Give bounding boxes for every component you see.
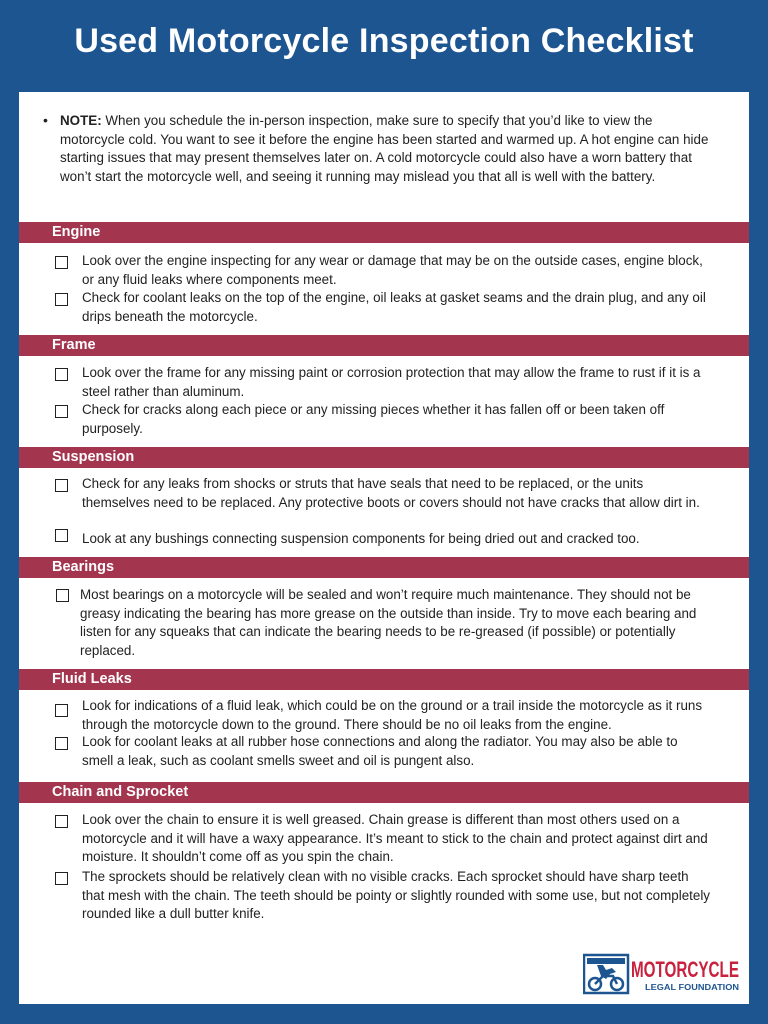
logo-subtitle: LEGAL FOUNDATION: [645, 983, 740, 992]
bullet-icon: •: [43, 112, 48, 128]
checkbox[interactable]: [55, 479, 68, 492]
motorcycle-rider-icon: [583, 952, 743, 996]
checkbox[interactable]: [55, 529, 68, 542]
checklist-item: [55, 733, 710, 770]
checklist-item: [55, 252, 710, 289]
checklist-item: [55, 868, 710, 924]
checklist-item: [55, 364, 710, 401]
motorcycle-legal-foundation-logo[interactable]: [583, 952, 743, 996]
item-text: Look for coolant leaks at all rubber hose connections and along the radiator. You may also be able to smell a leak, such as coolant smells sweet and oil is pungent also.: [82, 734, 678, 768]
note-label: NOTE:: [60, 113, 102, 128]
item-text: The sprockets should be relatively clean with no visible cracks. Each sprocket should have sharp teeth that mesh with the chain. The teeth should be pointy or slightly rounded with some use, but not completely rounded like a dull butter knife.: [82, 869, 710, 922]
checkbox[interactable]: [55, 256, 68, 269]
checklist-item: [55, 586, 710, 660]
section-header-chain-sprocket: Chain and Sprocket: [19, 782, 749, 803]
item-text: Check for cracks along each piece or any missing pieces whether it has fallen off or been taken off purposely.: [82, 402, 665, 436]
section-header-bearings: Bearings: [19, 557, 749, 578]
checklist-sheet: [19, 92, 749, 1004]
checklist-item: [55, 811, 710, 867]
checklist-item: [55, 289, 710, 326]
checkbox[interactable]: [55, 737, 68, 750]
checklist-item: [55, 530, 710, 549]
checklist-item: [55, 401, 710, 438]
section-header-suspension: Suspension: [19, 447, 749, 468]
item-text: Look over the chain to ensure it is well greased. Chain grease is different than most others used on a motorcycle and it will have a waxy appearance. It’s meant to stick to the chain and protect against dirt and moisture. It shouldn’t come off as you spin the chain.: [82, 812, 708, 865]
note-text: When you schedule the in-person inspection, make sure to specify that you’d like to view the motorcycle cold. You want to see it before the engine has been started and warmed up. A hot engine can hide starting issues that may present themselves later on. A cold motorcycle could also have a worn battery that won’t start the motorcycle well, and seeing it running may mislead you that all is well with the battery.: [60, 113, 709, 184]
logo-name: MOTORCYCLE: [631, 957, 739, 982]
item-text: Look for indications of a fluid leak, which could be on the ground or a trail inside the motorcycle as it runs through the motorcycle down to the ground. There should be no oil leaks from the engine.: [82, 698, 703, 732]
checklist-item: [55, 475, 710, 512]
item-text: Look over the engine inspecting for any wear or damage that may be on the outside cases, engine block, or any fluid leaks where components meet.: [82, 253, 703, 287]
checkbox[interactable]: [56, 589, 69, 602]
section-header-frame: Frame: [19, 335, 749, 356]
checkbox[interactable]: [55, 368, 68, 381]
checklist-item: [55, 697, 710, 734]
item-text: Look over the frame for any missing paint or corrosion protection that may allow the frame to rust if it is a steel rather than aluminum.: [82, 365, 701, 399]
page-title: Used Motorcycle Inspection Checklist: [74, 22, 694, 60]
item-text: Check for coolant leaks on the top of the engine, oil leaks at gasket seams and the drain plug, and any oil drips beneath the motorcycle.: [82, 290, 706, 324]
checkbox[interactable]: [55, 872, 68, 885]
item-text: Most bearings on a motorcycle will be sealed and won’t require much maintenance. They should not be greasy indicating the bearing has more grease on the outside than inside. Try to move each bearing and listen for any squeaks that can indicate the bearing needs to be re-greased (if possible) or potentially replaced.: [80, 587, 697, 658]
checkbox[interactable]: [55, 704, 68, 717]
checkbox[interactable]: [55, 293, 68, 306]
item-text: Check for any leaks from shocks or struts that have seals that need to be replaced, or the units themselves need to be replaced. Any protective boots or covers should not have cracks that allow dirt in.: [82, 476, 700, 510]
note-paragraph: [44, 112, 709, 186]
item-text: Look at any bushings connecting suspension components for being dried out and cracked too.: [82, 531, 640, 546]
checkbox[interactable]: [55, 815, 68, 828]
section-header-engine: Engine: [19, 222, 749, 243]
section-header-fluid-leaks: Fluid Leaks: [19, 669, 749, 690]
checkbox[interactable]: [55, 405, 68, 418]
